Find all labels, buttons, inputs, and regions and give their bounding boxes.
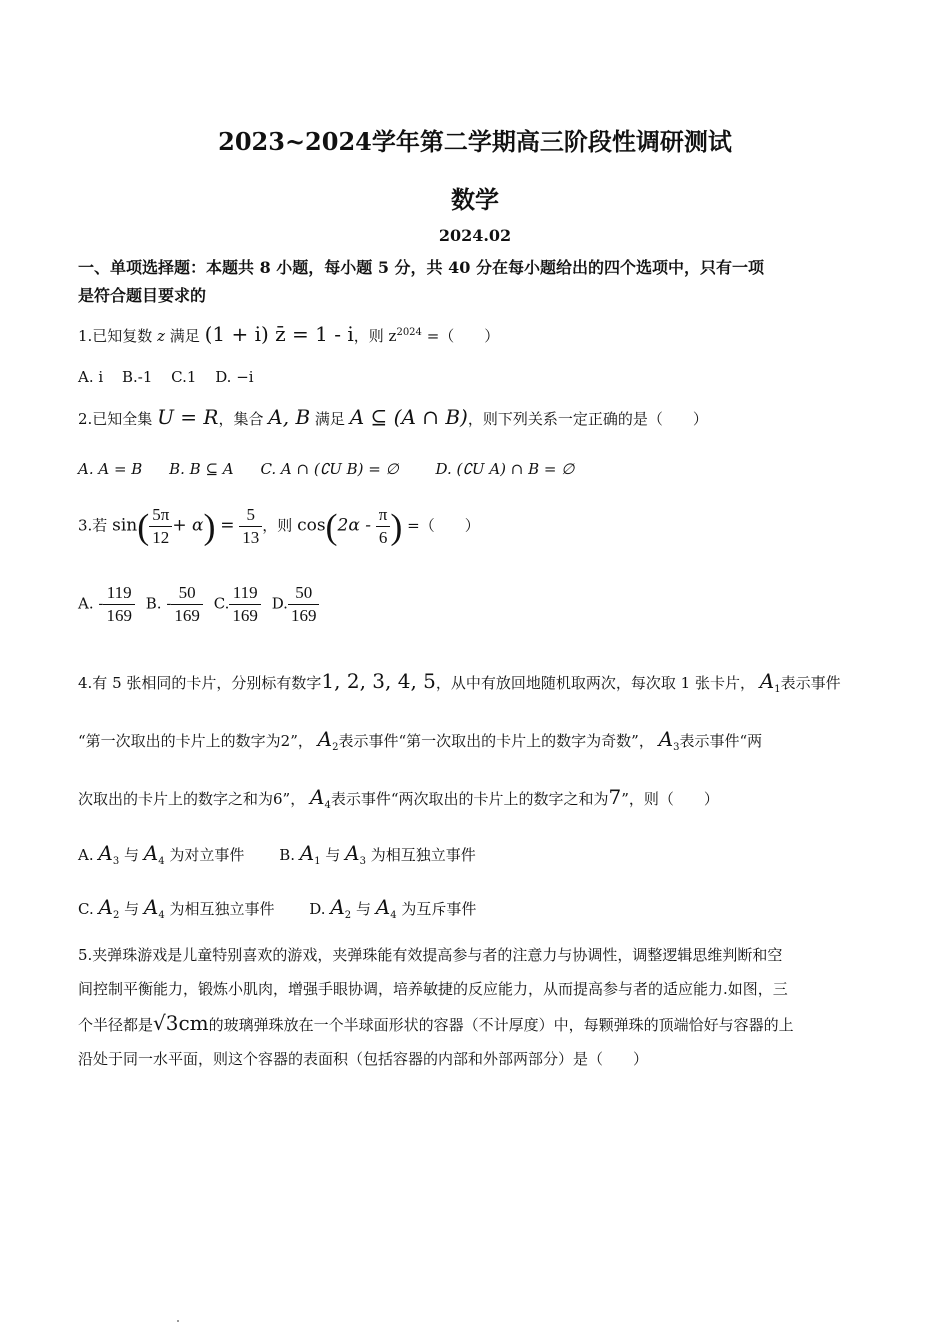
q4-opt-d-e1: A [330, 895, 345, 919]
q3-option-c-label: C. [213, 594, 230, 613]
q4-opt-d-e1-sub: 2 [344, 910, 352, 921]
question-2-options [78, 458, 878, 480]
q3-option-a-label: A. [78, 594, 94, 613]
q4-line2-b: 表示事件“第一次取出的卡片上的数字为奇数”， [338, 732, 654, 750]
q1-ask: =（ ） [426, 327, 500, 345]
question-1 [78, 322, 878, 347]
q1-then: ，则 [353, 327, 384, 345]
q1-prefix: 1.已知复数 [78, 327, 153, 345]
q4-opt-d-e2: A [375, 895, 391, 919]
q4-opt-a-e1-sub: 3 [112, 856, 120, 867]
q3-sin: sin [112, 515, 138, 536]
q3-option-c-num: 119 [229, 582, 261, 605]
question-2 [78, 406, 878, 430]
q4-opt-b-e2: A [345, 841, 360, 865]
q3-option-b-sign: - [166, 594, 172, 613]
q3-paren-open-2: ( [325, 506, 338, 547]
q4-opt-c-e2-sub: 4 [158, 910, 165, 921]
q4-line3-a: 次取出的卡片上的数字之和为6”， [78, 790, 306, 808]
q3-f2-num: 5 [239, 504, 262, 527]
q3-option-b-num: 50 [171, 582, 203, 605]
q2-option-a: A. A = B [78, 460, 143, 478]
subject-title: 数学 [451, 185, 499, 214]
q4-opt-d-text: 为互斥事件 [401, 900, 477, 918]
q5-line3-b: 的玻璃弹珠放在一个半球面形状的容器（不计厚度）中，每颗弹珠的顶端恰好与容器的上 [208, 1016, 794, 1034]
q2-option-c: C. A ∩ (∁U B) = ∅ [260, 460, 399, 478]
q4-option-a: A. $A_3$ 与 $A_4$ 为对立事件 [78, 841, 245, 867]
q1-option-d: D. −i [215, 368, 254, 386]
q3-option-b-label: B. [145, 594, 162, 613]
q4-opt-d-and: 与 [355, 900, 371, 918]
q2-ask: ，则下列关系一定正确的是（ ） [467, 410, 708, 428]
q2-option-d: D. (∁U A) ∩ B = ∅ [435, 460, 575, 478]
q4-line1-c: 表示事件 [780, 674, 841, 692]
q3-f3-den: 6 [378, 528, 388, 547]
q4-opt-a-e1: A [98, 841, 113, 865]
q4-opt-b-text: 为相互独立事件 [370, 846, 476, 864]
q3-option-d-frac [288, 582, 320, 627]
q4-opt-c-e1: A [98, 895, 113, 919]
q3-fraction-1 [149, 504, 172, 549]
q4-a3-sub: 3 [673, 742, 680, 753]
section-heading-line2: 是符合题目要求的 [78, 286, 207, 305]
q1-var: z [157, 327, 165, 345]
q3-eq: = [220, 515, 235, 536]
page-speck [177, 1320, 179, 1322]
q4-a4: A [310, 785, 325, 809]
q2-prefix: 2.已知全集 [78, 410, 153, 428]
section-heading [78, 254, 878, 310]
q3-option-b [146, 582, 203, 627]
q5-line3-a: 个半径都是 [78, 1016, 154, 1034]
q2-universe: U = R [157, 405, 219, 429]
q5-line1: 5.夹弹珠游戏是儿童特别喜欢的游戏，夹弹珠能有效提高参与者的注意力与协调性，调整逻辑思维判断和空 [78, 946, 783, 964]
q3-fraction-2 [239, 504, 262, 549]
question-1-options [78, 366, 878, 388]
q3-option-b-den: 169 [174, 606, 200, 625]
question-4-line-2 [78, 728, 878, 759]
question-4-options-ab [78, 842, 878, 873]
q2-sets: A, B [268, 405, 311, 429]
q1-condition: (1 + i) z̄ = 1 - i [204, 322, 354, 346]
q4-line2-a: “第一次取出的卡片上的数字为2”， [78, 732, 313, 750]
q4-opt-b-e1-sub: 1 [314, 856, 321, 867]
q4-opt-c-and: 与 [124, 900, 140, 918]
question-3-options [78, 582, 878, 627]
q1-exponent: 2024 [396, 327, 422, 338]
q3-f1-den: 12 [152, 528, 170, 547]
q4-line3-c: ”，则（ ） [621, 790, 719, 808]
q3-ask: =（ ） [407, 516, 480, 535]
q1-expr: z [388, 327, 397, 345]
q1-mid: 满足 [169, 327, 200, 345]
q4-opt-b-e1: A [299, 841, 315, 865]
q3-option-c [214, 582, 261, 627]
q3-option-d [272, 582, 320, 627]
q1-option-a: A. i [78, 368, 104, 386]
q3-prefix: 3.若 [78, 516, 108, 535]
exam-title: 2023~2024学年第二学期高三阶段性调研测试 [218, 127, 732, 156]
q3-option-a-num: 119 [103, 582, 135, 605]
q5-radius: √3cm [153, 1011, 209, 1035]
q4-opt-a-and: 与 [123, 846, 139, 864]
q2-option-b: B. B ⊆ A [169, 460, 234, 478]
section-heading-line1: 一、单项选择题：本题共 8 小题，每小题 5 分，共 40 分在每小题给出的四个选项中，只有一项 [78, 258, 764, 277]
q4-opt-c-text: 为相互独立事件 [169, 900, 275, 918]
question-4-line-3 [78, 786, 878, 817]
q3-option-c-frac [229, 582, 261, 627]
q4-opt-b-e2-sub: 3 [359, 856, 366, 867]
question-4-options-cd [78, 896, 878, 927]
q3-option-d-num: 50 [288, 582, 320, 605]
q1-option-b: B.-1 [121, 368, 153, 386]
q4-a3: A [658, 727, 674, 751]
q4-a1: A [759, 669, 775, 693]
q3-option-a [78, 582, 135, 627]
q4-opt-c-e1-sub: 2 [112, 910, 120, 921]
q3-paren-open: ( [137, 506, 150, 547]
q4-a2: A [317, 727, 333, 751]
q2-mid: ，集合 [218, 410, 264, 428]
q3-cos: cos [297, 515, 326, 536]
q4-numbers: 1, 2, 3, 4, 5 [321, 669, 436, 693]
q5-line3 [78, 1006, 870, 1042]
q3-f2-den: 13 [242, 528, 260, 547]
q3-then: ，则 [262, 516, 293, 535]
q4-opt-a-text: 为对立事件 [169, 846, 245, 864]
question-5 [78, 938, 870, 1076]
question-3 [78, 504, 878, 549]
q3-option-a-sign: - [98, 594, 104, 613]
q3-option-d-den: 169 [290, 606, 317, 625]
q4-line1-a: 4.有 5 张相同的卡片，分别标有数字 [78, 674, 322, 692]
q1-option-c: C.1 [171, 368, 197, 386]
q3-paren-close-2: ) [390, 506, 403, 547]
exam-date: 2024.02 [438, 226, 512, 245]
q5-line2: 间控制平衡能力，锻炼小肌肉，增强手眼协调，培养敏捷的反应能力，从而提高参与者的适应能力.如图，三 [78, 980, 788, 998]
q3-alpha: + α [172, 515, 204, 536]
q3-paren-close: ) [203, 506, 216, 547]
q3-option-c-den: 169 [232, 606, 258, 625]
q4-opt-a-e2-sub: 4 [158, 856, 165, 867]
q3-option-d-label: D. [271, 594, 288, 613]
q4-a2-sub: 2 [332, 742, 339, 753]
q3-f1-num: 5π [149, 504, 172, 527]
q3-fraction-3 [376, 504, 391, 549]
q5-line4: 沿处于同一水平面，则这个容器的表面积（包括容器的内部和外部两部分）是（ ） [78, 1050, 649, 1068]
question-4-line-1 [78, 670, 878, 701]
q3-option-a-frac [103, 582, 135, 627]
q4-option-d: D. $A_2$ 与 $A_4$ 为互斥事件 [309, 895, 477, 921]
q4-option-b: B. $A_1$ 与 $A_3$ 为相互独立事件 [279, 841, 476, 867]
q4-line3-b: 表示事件“两次取出的卡片上的数字之和为 [330, 790, 609, 808]
q4-opt-b-and: 与 [325, 846, 341, 864]
q4-a1-sub: 1 [774, 684, 781, 695]
q3-f3-num: π [376, 504, 391, 527]
q4-opt-d-e2-sub: 4 [390, 910, 397, 921]
q3-option-b-frac [171, 582, 203, 627]
q4-seven: 7 [608, 785, 622, 809]
q3-inner: 2α - [337, 515, 371, 536]
q3-option-a-den: 169 [106, 606, 132, 625]
q4-option-c: C. $A_2$ 与 $A_4$ 为相互独立事件 [78, 895, 275, 921]
q4-line1-b: ，从中有放回地随机取两次，每次取 1 张卡片， [435, 674, 755, 692]
q4-opt-a-e2: A [143, 841, 159, 865]
q4-opt-c-e2: A [143, 895, 159, 919]
q4-a4-sub: 4 [324, 800, 331, 811]
q2-condition: A ⊆ (A ∩ B) [349, 405, 468, 429]
q4-line2-c: 表示事件“两 [679, 732, 763, 750]
q2-cond-pre: 满足 [314, 410, 345, 428]
